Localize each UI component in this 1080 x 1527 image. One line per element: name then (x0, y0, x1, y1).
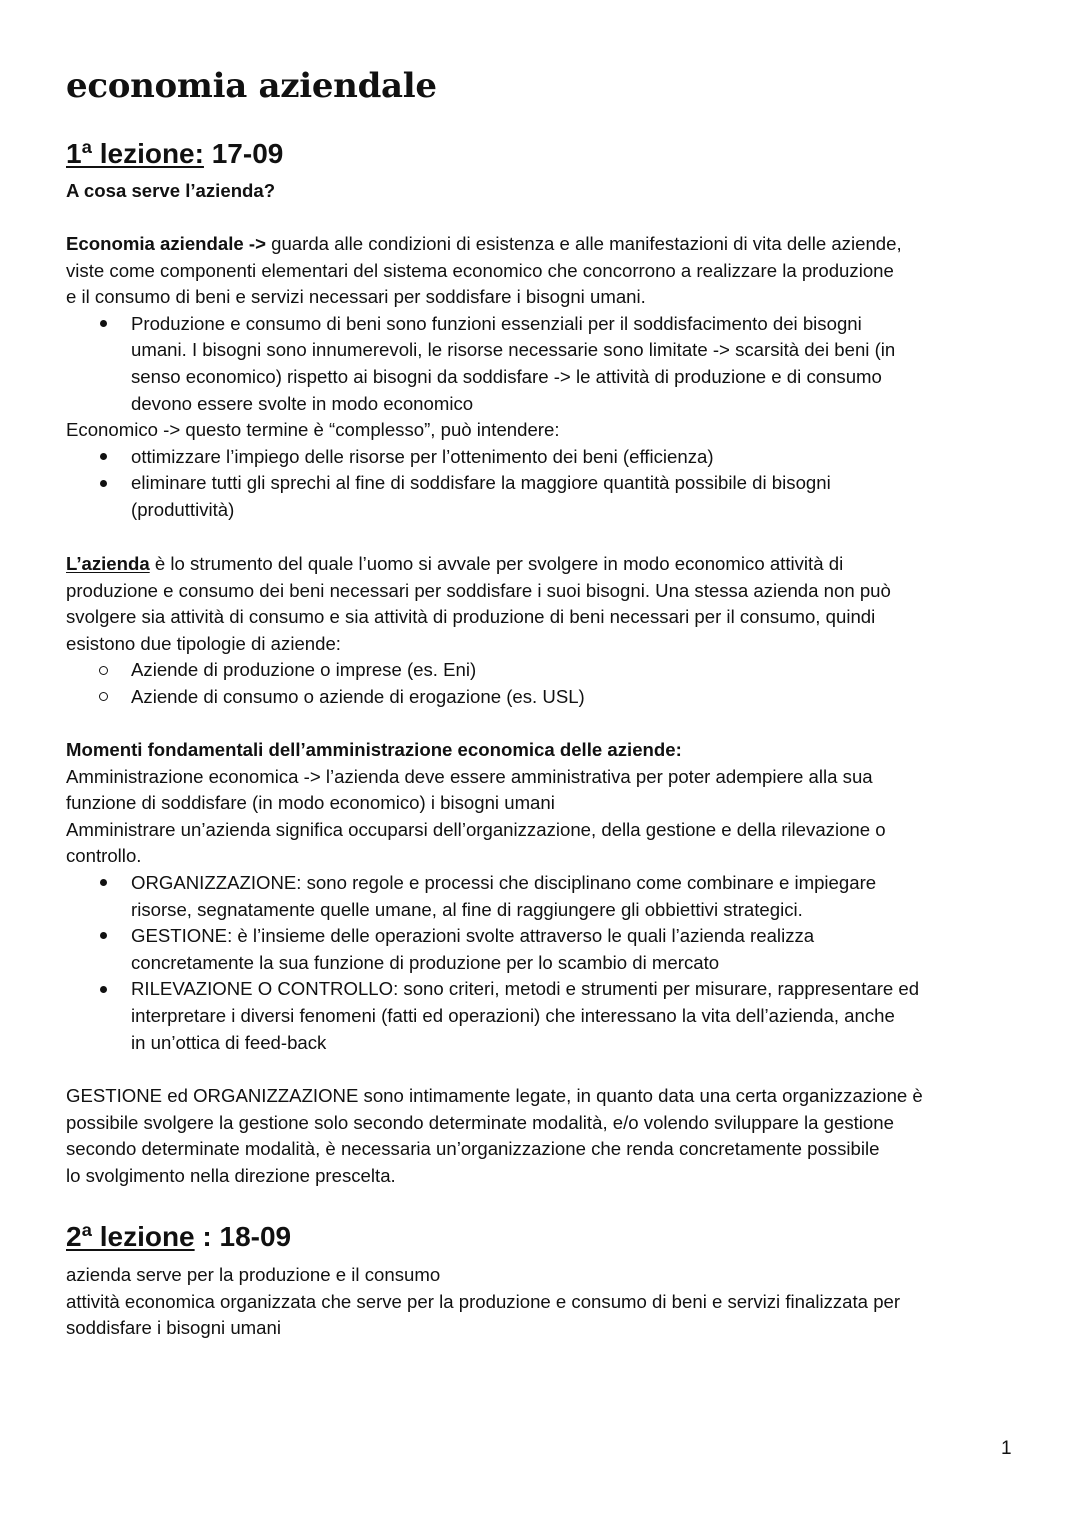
list-item-text: RILEVAZIONE O CONTROLLO: sono criteri, metodi e strumenti per misurare, rappresentare ed (131, 978, 920, 1000)
list-item (66, 684, 1026, 711)
momenti-fondamentali-section (66, 737, 1026, 1056)
list-item-text: ottimizzare l’impiego delle risorse per l’ottenimento dei beni (efficienza) (131, 445, 714, 467)
lesson-1-label: 1ª lezione: (66, 138, 204, 169)
bullet-icon (96, 444, 110, 471)
paragraph-text: Amministrare un’azienda significa occuparsi dell’organizzazione, della gestione e della rilevazione o (66, 818, 886, 840)
paragraph-text: viste come componenti elementari del sistema economico che concorrono a realizzare la produzione (66, 259, 894, 281)
list-item (66, 657, 1026, 684)
bullet-icon (96, 311, 110, 338)
lesson-2-heading (66, 1219, 291, 1255)
paragraph-text: controllo. (66, 845, 142, 867)
list-item-text: (produttività) (131, 498, 235, 520)
paragraph-text: azienda serve per la produzione e il consumo (66, 1264, 441, 1285)
list-item-text: umani. I bisogni sono innumerevoli, le risorse necessarie sono limitate -> scarsità dei beni (in (131, 339, 896, 361)
list-item-text: Aziende di produzione o imprese (es. Eni) (131, 659, 477, 681)
list-item (66, 923, 1026, 976)
economico-intro: Economico -> questo termine è “complesso”, può intendere: (66, 419, 560, 441)
economia-aziendale-term: Economia aziendale -> (66, 233, 266, 254)
azienda-paragraph (66, 551, 1026, 711)
bullet-icon (96, 976, 110, 1003)
list-item-text: GESTIONE: è l’insieme delle operazioni svolte attraverso le quali l’azienda realizza (131, 925, 815, 947)
lesson-2-label: 2ª lezione (66, 1221, 195, 1252)
bullet-icon (96, 470, 110, 497)
bullet-icon (96, 870, 110, 897)
economia-aziendale-paragraph (66, 231, 1026, 524)
list-item-text: Produzione e consumo di beni sono funzioni essenziali per il soddisfacimento dei bisogni (131, 312, 862, 334)
paragraph-text: e il consumo di beni e servizi necessari per soddisfare i bisogni umani. (66, 286, 646, 308)
list-item-text: interpretare i diversi fenomeni (fatti ed operazioni) che interessano la vita dell’azienda, anche (131, 1004, 895, 1026)
document-title: economia aziendale (66, 66, 437, 106)
paragraph-text: attività economica organizzata che serve per la produzione e consumo di beni e servizi finalizzata per (66, 1290, 901, 1312)
paragraph-text: soddisfare i bisogni umani (66, 1317, 281, 1339)
paragraph-text: produzione e consumo dei beni necessari per soddisfare i suoi bisogni. Una stessa azienda non può (66, 579, 891, 601)
paragraph-text: Amministrazione economica -> l’azienda deve essere amministrativa per poter adempiere alla sua (66, 765, 873, 787)
paragraph-text: svolgere sia attività di consumo e sia attività di produzione di beni necessari per il consumo, quindi (66, 606, 876, 628)
list-item-text: in un’ottica di feed-back (131, 1031, 327, 1053)
paragraph-text: è lo strumento del quale l’uomo si avvale per svolgere in modo economico attività di (149, 553, 844, 574)
page-number: 1 (1001, 1438, 1012, 1459)
circle-bullet-icon (96, 684, 110, 711)
paragraph-text: possibile svolgere la gestione solo secondo determinate modalità, e/o volendo sviluppare la gestione (66, 1111, 894, 1133)
lesson-1-question (66, 178, 1026, 205)
lesson-2-paragraph (66, 1262, 1026, 1342)
list-item-text: concretamente la sua funzione di produzione per lo scambio di mercato (131, 951, 720, 973)
list-item (66, 470, 1026, 523)
list-item (66, 311, 1026, 417)
paragraph-text: secondo determinate modalità, è necessaria un’organizzazione che renda concretamente possibile (66, 1138, 880, 1160)
paragraph-text: funzione di soddisfare (in modo economico) i bisogni umani (66, 792, 555, 814)
bullet-icon (96, 923, 110, 950)
list-item-text: eliminare tutti gli sprechi al fine di soddisfare la maggiore quantità possibile di bisogni (131, 472, 831, 494)
paragraph-text: esistono due tipologie di aziende: (66, 632, 341, 654)
paragraph-text: lo svolgimento nella direzione prescelta. (66, 1164, 396, 1186)
list-item-text: ORGANIZZAZIONE: sono regole e processi che disciplinano come combinare e impiegare (131, 871, 877, 893)
lesson-1-date: 17-09 (203, 138, 284, 169)
list-item-text: senso economico) rispetto ai bisogni da soddisfare -> le attività di produzione e di consumo (131, 365, 882, 387)
list-item-text: risorse, segnatamente quelle umane, al fine di raggiungere gli obbiettivi strategici. (131, 898, 803, 920)
list-item (66, 976, 1026, 1056)
lesson-2-date: : 18-09 (194, 1221, 292, 1252)
circle-bullet-icon (96, 657, 110, 684)
gestione-organizzazione-paragraph (66, 1083, 1026, 1189)
list-item (66, 870, 1026, 923)
lesson-1-heading (66, 136, 283, 172)
paragraph-text: guarda alle condizioni di esistenza e alle manifestazioni di vita delle aziende, (265, 233, 902, 254)
list-item-text: Aziende di consumo o aziende di erogazione (es. USL) (131, 685, 585, 707)
list-item-text: devono essere svolte in modo economico (131, 392, 474, 414)
question-text: A cosa serve l’azienda? (66, 180, 276, 201)
azienda-term: L’azienda (66, 553, 150, 574)
paragraph-text: GESTIONE ed ORGANIZZAZIONE sono intimamente legate, in quanto data una certa organizzazione è (66, 1085, 923, 1106)
list-item (66, 444, 1026, 471)
section-heading: Momenti fondamentali dell’amministrazione economica delle aziende: (66, 739, 682, 760)
